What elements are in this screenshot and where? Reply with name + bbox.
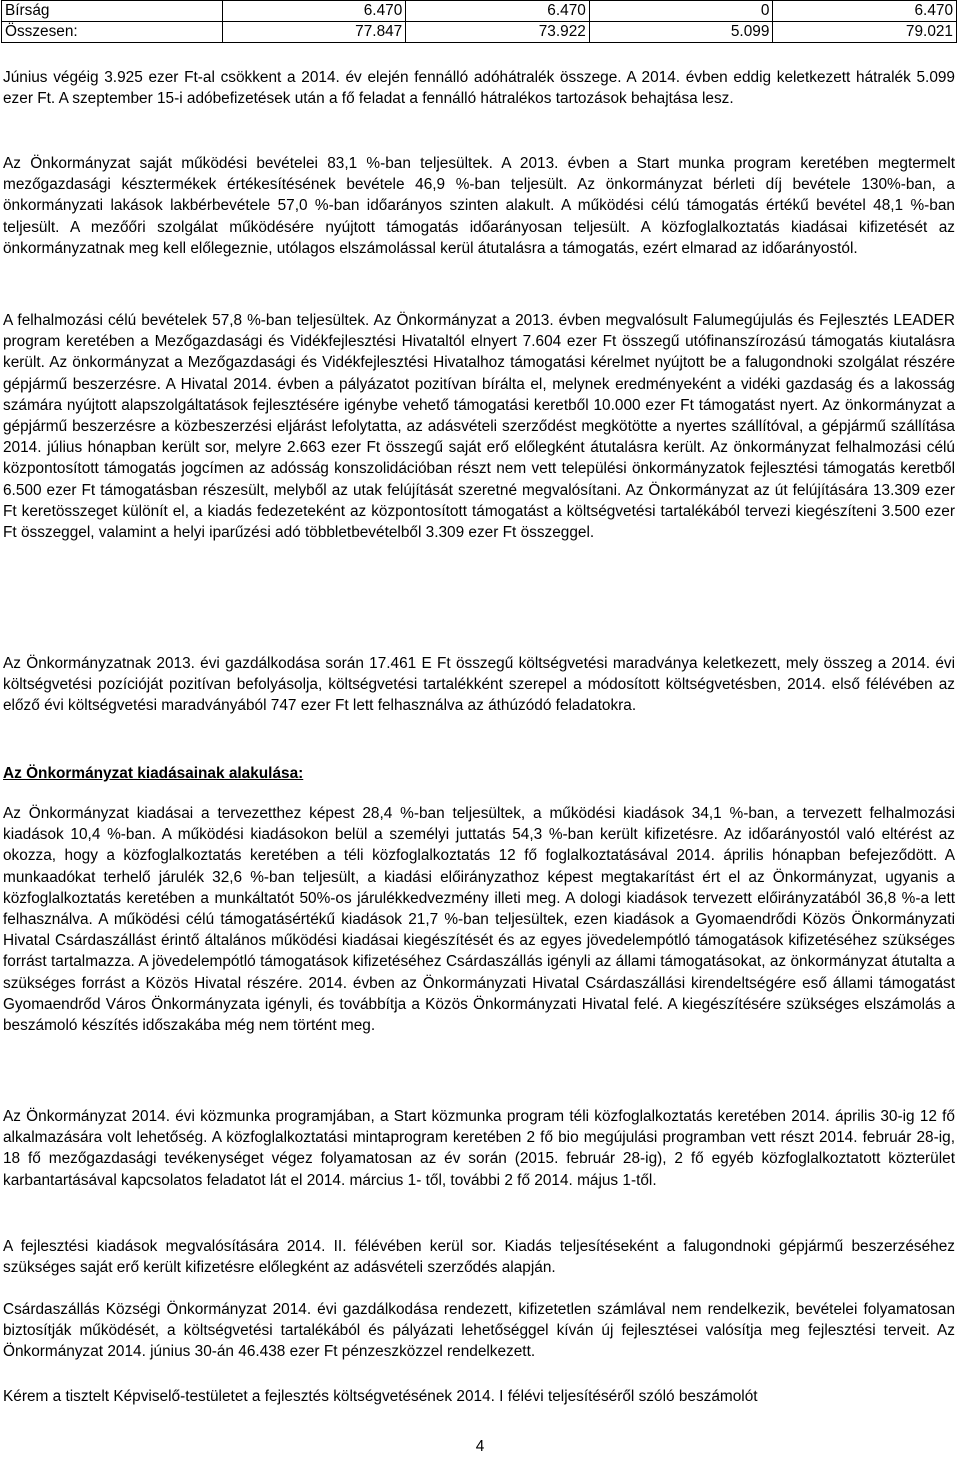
paragraph-closing-request bbox=[3, 1386, 955, 1407]
paragraph-public-works bbox=[3, 1106, 955, 1191]
paragraph-budget-surplus bbox=[3, 653, 955, 717]
row-label: Bírság bbox=[2, 1, 223, 22]
paragraph-text: Június végéig 3.925 ezer Ft-al csökkent a 2014. év elején fennálló adóhátralék összege. A 2014. évben eddig keletkezett hátralék 5.099 ezer Ft. A szeptember 15-i adóbefizetések után a fő feladat a fennálló hátralékos tartozások behajtása lesz. bbox=[3, 69, 955, 108]
table-row bbox=[2, 1, 957, 22]
heading-text: Az Önkormányzat kiadásainak alakulása: bbox=[3, 765, 304, 782]
table-cell: 5.099 bbox=[589, 22, 773, 43]
paragraph-text: A fejlesztési kiadások megvalósítására 2014. II. félévében kerül sor. Kiadás teljesítéseként a falugondnoki gépjármű beszerzéséhez szükséges saját erő került kifizetésre előlegként az adásvételi szerződés alapján. bbox=[3, 1238, 955, 1277]
table-cell: 73.922 bbox=[406, 22, 590, 43]
section-heading bbox=[3, 763, 955, 784]
paragraph-text: Csárdaszállás Községi Önkormányzat 2014. évi gazdálkodása rendezett, kifizetetlen számlával nem rendelkezik, bevételei folyamatosan biztosítják működését, a költségvetési tartalékából és pályázati lehetőséggel kíván új fejlesztései valósítja meg fejlesztési terveit. Az Önkormányzat 2014. június 30-án 46.438 ezer Ft pénzeszközzel rendelkezett. bbox=[3, 1301, 955, 1361]
paragraph-text: Az Önkormányzat kiadásai a tervezetthez képest 28,4 %-ban teljesültek, a működési kiadások 34,1 %-ban, a tervezett felhalmozási kiadások 10,4 %-ban. A működési kiadásokon belül a személyi juttatás 54,3 %-ban került kifizetésre. Az időarányostól való eltérést az okozza, hogy a közfoglalkoztatás keretében a téli közfoglalkoztatás 12 fő foglalkoztatásával 2014. április hónapban befejeződött. A munkaadókat terhelő járulék 32,6 %-ban teljesült, a kiadási előirányzathoz képest megtakarítást ért el az Önkormányzat, ugyanis a közfoglalkoztatás keretében a munkáltatót 50%-os járulékkedvezmény illeti meg. A dologi kiadások tervezett előirányzatából 36,8 %-a lett felhasználva. A működési célú támogatásértékű kiadások 21,7 %-ban teljesültek, ezen kiadások a Gyomaendrődi Közös Önkormányzati Hivatal Csárdaszállást érintő általános működési kiadásai kiegészítését és az egyes jövedelempótló támogatások kifizetéséhez szükséges forrást tartalmazza. A jövedelempótló támogatások kifizetéséhez Csárdaszállás igényli az állami támogatásokat, az önkormányzat átutalta a szükséges forrást a Közös Hivatal részére. 2014. évben az Önkormányzati Hivatal Csárdaszállási kirendeltségére eső állami támogatást Gyomaendrőd Város Önkormányzata igényli, és továbbítja a Közös Önkormányzati Hivatal felé. A kiegészítésére szükséges elszámolás a beszámoló készítés időszakába még nem történt meg. bbox=[3, 805, 955, 1035]
paragraph-financial-situation bbox=[3, 1299, 955, 1363]
paragraph-text: Az Önkormányzat 2014. évi közmunka programjában, a Start közmunka program téli közfoglalkoztatás keretében 2014. április 30-ig 12 fő alkalmazására volt lehetőség. A közfoglalkoztatási mintaprogram keretében 2 fő bio megújulási programban vett részt 2014. február 28-ig, 18 fő mezőgazdasági tevékenységet végez folyamatosan az év során (2015. február 28-ig), 2 fő egyéb közfoglalkoztatott közterület karbantartásával kapcsolatos feladatot lát el 2014. március 1- től, további 2 fő 2014. május 1-től. bbox=[3, 1108, 955, 1189]
table-cell: 6.470 bbox=[773, 1, 957, 22]
paragraph-tax-arrears bbox=[3, 67, 955, 109]
paragraph-text: Kérem a tisztelt Képviselő-testületet a fejlesztés költségvetésének 2014. I félévi teljesítéséről szóló beszámolót bbox=[3, 1388, 758, 1405]
paragraph-development-expenses bbox=[3, 1236, 955, 1278]
page-number: 4 bbox=[475, 1438, 485, 1455]
paragraph-operating-revenue bbox=[3, 153, 955, 259]
paragraph-capital-revenue bbox=[3, 310, 955, 543]
table-cell: 6.470 bbox=[406, 1, 590, 22]
table-cell: 79.021 bbox=[773, 22, 957, 43]
financial-table bbox=[1, 0, 957, 43]
paragraph-text: Az Önkormányzat saját működési bevételei 83,1 %-ban teljesültek. A 2013. évben a Start munka program keretében megtermelt mezőgazdasági késztermékek értékesítésének bevétele 46,9 %-ban teljesült. Az önkormányzat bérleti díj bevétele 130%-ban, a önkormányzati lakások lakbérbevétele 57,0 %-ban időarányos szinten alakult. A működési célú támogatás értékű bevétel 48,1 %-ban teljesült. A mezőőri szolgálat működésére nyújtott támogatás időarányosan teljesült. A közfoglalkoztatás kiadásai kifizetését az önkormányzatnak meg kell előlegeznie, utólagos elszámolással kerül átutalásra a támogatás, ezért elmarad az időarányostól. bbox=[3, 155, 955, 257]
table-cell: 77.847 bbox=[222, 22, 406, 43]
table-cell: 0 bbox=[589, 1, 773, 22]
row-label: Összesen: bbox=[2, 22, 223, 43]
paragraph-expenditures bbox=[3, 803, 955, 1036]
table-row bbox=[2, 22, 957, 43]
table-cell: 6.470 bbox=[222, 1, 406, 22]
paragraph-text: Az Önkormányzatnak 2013. évi gazdálkodása során 17.461 E Ft összegű költségvetési maradványa keletkezett, mely összeg a 2014. évi költségvetési pozícióját pozitívan befolyásolja, költségvetési tartalékként szerepel a módosított költségvetésben, 2014. első félévében az előző évi költségvetési maradványából 747 ezer Ft lett felhasználva az áthúzódó feladatokra. bbox=[3, 655, 955, 715]
paragraph-text: A felhalmozási célú bevételek 57,8 %-ban teljesültek. Az Önkormányzat a 2013. évben megvalósult Falumegújulás és Fejlesztés LEADER program keretében a Mezőgazdasági és Vidékfejlesztési Hivataltól elnyert 7.604 ezer Ft összegű utófinanszírozású támogatás kiutalásra került. Az önkormányzat a Mezőgazdasági és Vidékfejlesztési Hivatalhoz támogatási kérelmet nyújtott be a falugondnoki szolgálat részére gépjármű beszerzésre. A Hivatal 2014. évben a pályázatot pozitívan bírálta el, melynek eredményeként a vidéki gazdaság és a lakosság számára nyújtott alapszolgáltatások fejlesztésére igénybe vehető támogatási keretből 10.000 ezer Ft támogatást nyert. Az önkormányzat a gépjármű beszerzésre a közbeszerzési eljárást lefolytatta, az adásvételi szerződést megkötötte a nyertes szállítóval, a gépjármű szállítása 2014. július hónapban került sor, melyre 2.663 ezer Ft összegű saját erő előlegként átutalásra került. Az önkormányzat felhalmozási célú központosított támogatás jogcímen az adósság konszolidációban részt nem vett települési önkormányzatok fejlesztési támogatás keretből 6.500 ezer Ft támogatásban részesült, melyből az utak felújítását szeretné megvalósítani. Az Önkormányzat az út felújítására 13.309 ezer Ft keretösszeget különít el, a kiadás fedezeteként az központosított támogatást a költségvetési tartalékából tervezi kiegészíteni 3.500 ezer Ft összeggel, valamint a helyi iparűzési adó többletbevételből 3.309 ezer Ft összeggel. bbox=[3, 312, 955, 542]
